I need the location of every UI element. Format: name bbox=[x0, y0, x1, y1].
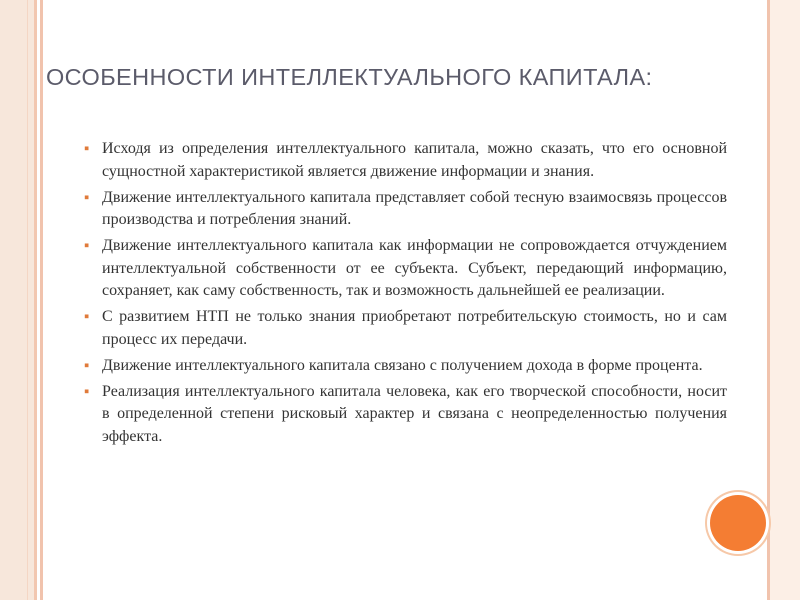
right-decorative-border bbox=[770, 0, 800, 600]
left-stripe bbox=[40, 0, 43, 600]
bullet-icon: ▪ bbox=[84, 383, 90, 400]
slide-title: ОСОБЕННОСТИ ИНТЕЛЛЕКТУАЛЬНОГО КАПИТАЛА: bbox=[46, 64, 653, 90]
list-item bbox=[84, 355, 727, 378]
list-item-text: Реализация интеллектуального капитала человека, как его творческой способности, носит в определенной степени рисковый характер и связана с неопределенностью получения эффекта. bbox=[102, 382, 727, 445]
bullet-icon: ▪ bbox=[84, 141, 90, 157]
list-item bbox=[84, 235, 727, 303]
list-item-text: Исходя из определения интеллектуального капитала, можно сказать, что его основной сущностной характеристикой является движение информации и знания. bbox=[102, 140, 727, 180]
orange-circle-decoration bbox=[710, 495, 766, 551]
list-item bbox=[84, 187, 727, 232]
bullet-icon: ▪ bbox=[84, 357, 90, 374]
list-item bbox=[84, 138, 727, 183]
list-item-text: С развитием НТП не только знания приобретают потребительскую стоимость, но и сам процесс их передачи. bbox=[102, 308, 727, 348]
list-item-text: Движение интеллектуального капитала представляет собой тесную взаимосвязь процессов производства и потребления знаний. bbox=[102, 188, 727, 228]
list-item-text: Движение интеллектуального капитала связано с получением дохода в форме процента. bbox=[102, 356, 703, 374]
bullet-list bbox=[84, 138, 727, 452]
list-item bbox=[84, 306, 727, 351]
bullet-icon: ▪ bbox=[84, 189, 90, 206]
left-decorative-border bbox=[0, 0, 37, 600]
bullet-icon: ▪ bbox=[84, 309, 90, 325]
right-stripe bbox=[767, 0, 770, 600]
bullet-icon: ▪ bbox=[84, 238, 90, 254]
list-item bbox=[84, 381, 727, 449]
list-item-text: Движение интеллектуального капитала как информации не сопровождается отчуждением интеллектуальной собственности от ее субъекта. Субъект, передающий информацию, сохраняет, как саму собственность, так и возможность дальнейшей ее реализации. bbox=[102, 237, 727, 299]
